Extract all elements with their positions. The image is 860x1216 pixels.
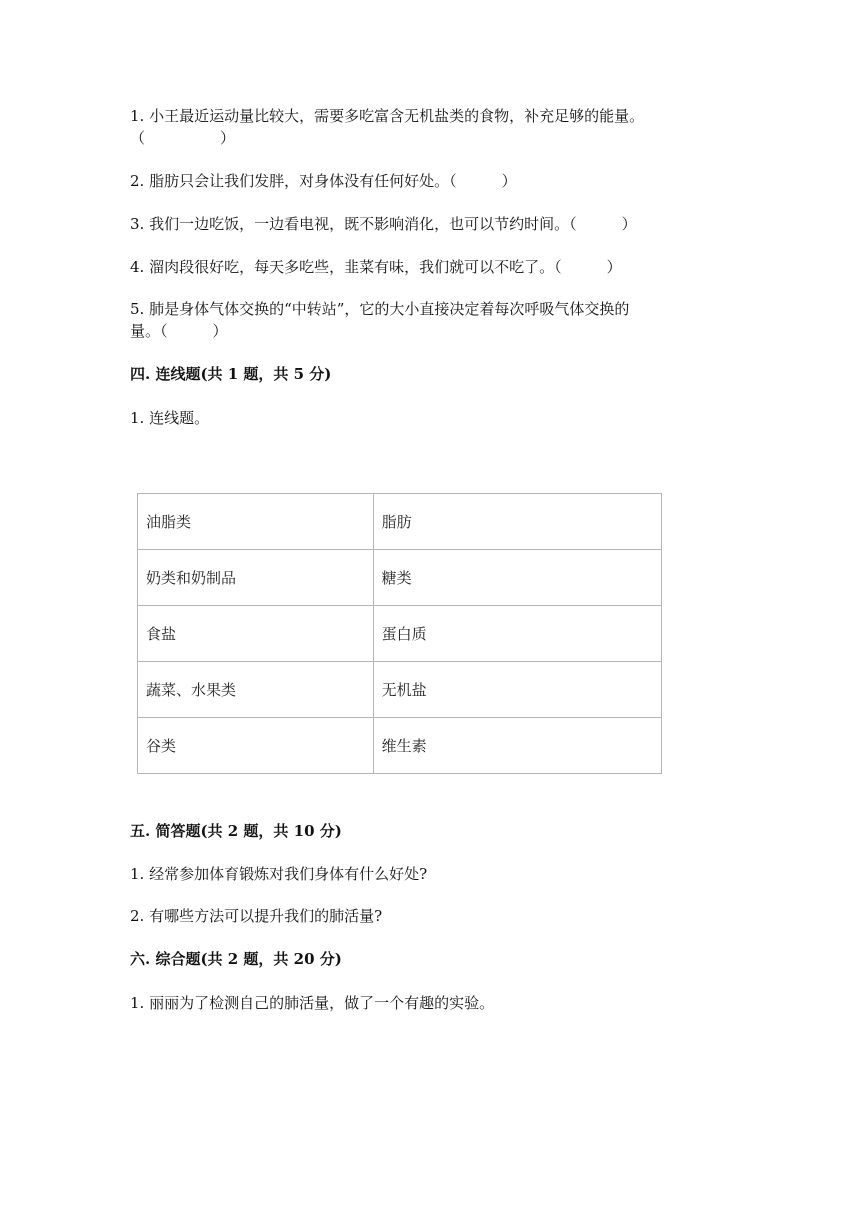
tf-question-3: 3. 我们一边吃饭，一边看电视，既不影响消化，也可以节约时间。（ ） bbox=[130, 215, 637, 233]
tf-question-1-line-1: 1. 小王最近运动量比较大，需要多吃富含无机盐类的食物，补充足够的能量。 bbox=[130, 107, 645, 125]
matching-left-item[interactable]: 谷类 bbox=[138, 718, 374, 774]
short-answer-question-1: 1. 经常参加体育锻炼对我们身体有什么好处? bbox=[130, 865, 428, 883]
table-row bbox=[138, 718, 662, 774]
matching-question-1: 1. 连线题。 bbox=[130, 409, 210, 427]
matching-left-item[interactable]: 奶类和奶制品 bbox=[138, 550, 374, 606]
short-answer-question-2: 2. 有哪些方法可以提升我们的肺活量? bbox=[130, 907, 383, 925]
table-row bbox=[138, 494, 662, 550]
tf-question-2: 2. 脂肪只会让我们发胖，对身体没有任何好处。（ ） bbox=[130, 172, 517, 190]
tf-question-5-line-2: 量。（ ） bbox=[130, 322, 228, 340]
matching-right-item[interactable]: 蛋白质 bbox=[373, 606, 661, 662]
table-row bbox=[138, 606, 662, 662]
section-6-heading: 六. 综合题(共 2 题，共 20 分) bbox=[130, 950, 342, 968]
section-4-heading: 四. 连线题(共 1 题，共 5 分) bbox=[130, 365, 332, 383]
tf-question-1-answer-blank[interactable]: （ ） bbox=[130, 129, 236, 147]
section-5-heading: 五. 简答题(共 2 题，共 10 分) bbox=[130, 822, 342, 840]
matching-right-item[interactable]: 维生素 bbox=[373, 718, 661, 774]
tf-question-4: 4. 溜肉段很好吃，每天多吃些，韭菜有味，我们就可以不吃了。（ ） bbox=[130, 258, 622, 276]
matching-right-item[interactable]: 脂肪 bbox=[373, 494, 661, 550]
comprehensive-question-1: 1. 丽丽为了检测自己的肺活量，做了一个有趣的实验。 bbox=[130, 994, 495, 1012]
matching-right-item[interactable]: 无机盐 bbox=[373, 662, 661, 718]
matching-left-item[interactable]: 食盐 bbox=[138, 606, 374, 662]
matching-right-item[interactable]: 糖类 bbox=[373, 550, 661, 606]
matching-table bbox=[137, 493, 662, 774]
matching-left-item[interactable]: 油脂类 bbox=[138, 494, 374, 550]
tf-question-5-line-1: 5. 肺是身体气体交换的“中转站”，它的大小直接决定着每次呼吸气体交换的 bbox=[130, 300, 630, 318]
matching-left-item[interactable]: 蔬菜、水果类 bbox=[138, 662, 374, 718]
table-row bbox=[138, 550, 662, 606]
table-row bbox=[138, 662, 662, 718]
